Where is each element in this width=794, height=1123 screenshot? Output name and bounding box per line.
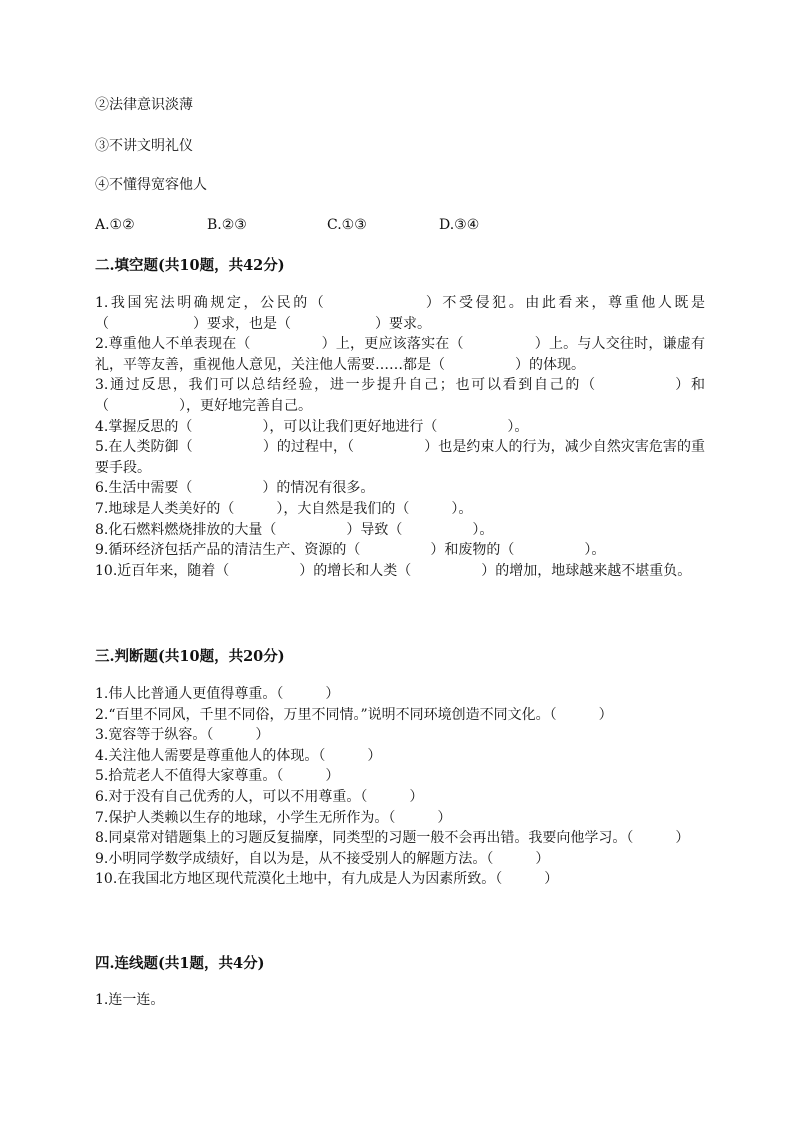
fill-question: 5.在人类防御（ ）的过程中，（ ）也是约束人的行为，减少自然灾害危害的重要手段。 — [95, 439, 705, 476]
fill-question: 8.化石燃料燃烧排放的大量（ ）导致（ ）。 — [95, 521, 494, 538]
judge-question: 9.小明同学数学成绩好，自以为是，从不接受别人的解题方法。（ ） — [95, 850, 550, 867]
fill-question: 4.掌握反思的（ ），可以让我们更好地进行（ ）。 — [95, 418, 529, 435]
fill-question: 10.近百年来，随着（ ）的增长和人类（ ）的增加，地球越来越不堪重负。 — [95, 562, 692, 579]
option-b: B.②③ — [207, 217, 247, 233]
section-3-questions — [95, 684, 705, 890]
mc-item-3: ③不讲文明礼仪 — [95, 138, 193, 154]
option-a: A.①② — [95, 217, 135, 233]
option-d: D.③④ — [439, 217, 480, 233]
section-2-title: 二.填空题(共10题，共42分) — [95, 257, 285, 274]
judge-question: 4.关注他人需要是尊重他人的体现。（ ） — [95, 747, 382, 764]
fill-question: 7.地球是人类美好的（ ），大自然是我们的（ ）。 — [95, 500, 473, 517]
judge-question: 8.同桌常对错题集上的习题反复揣摩，同类型的习题一般不会再出错。我要向他学习。（ ） — [95, 830, 690, 847]
judge-question: 10.在我国北方地区现代荒漠化土地中，有九成是人为因素所致。（ ） — [95, 871, 559, 888]
match-question: 1.连一连。 — [95, 992, 165, 1008]
section-3-title: 三.判断题(共10题，共20分) — [95, 648, 285, 665]
fill-question: 1.我国宪法明确规定，公民的（ ）不受侵犯。由此看来，尊重他人既是（ ）要求，也是（ ）要求。 — [95, 295, 705, 332]
fill-question: 9.循环经济包括产品的清洁生产、资源的（ ）和废物的（ ）。 — [95, 542, 606, 559]
judge-question: 3.宽容等于纵容。（ ） — [95, 727, 270, 744]
judge-question: 6.对于没有自己优秀的人，可以不用尊重。（ ） — [95, 788, 424, 805]
mc-item-4: ④不懂得宽容他人 — [95, 177, 207, 193]
fill-question: 6.生活中需要（ ）的情况有很多。 — [95, 480, 375, 497]
judge-question: 2.“百里不同风，千里不同俗，万里不同情。”说明不同环境创造不同文化。（ ） — [95, 706, 613, 723]
judge-question: 5.拾荒老人不值得大家尊重。（ ） — [95, 768, 340, 785]
option-c: C.①③ — [327, 217, 367, 233]
section-4-title: 四.连线题(共1题，共4分) — [95, 955, 265, 972]
mc-item-2: ②法律意识淡薄 — [95, 97, 193, 113]
fill-question: 3.通过反思，我们可以总结经验，进一步提升自己；也可以看到自己的（ ）和（ ），更好地完善自己。 — [95, 377, 705, 414]
judge-question: 7.保护人类赖以生存的地球，小学生无所作为。（ ） — [95, 809, 452, 826]
section-2-questions — [95, 293, 705, 581]
fill-question: 2.尊重他人不单表现在（ ）上，更应该落实在（ ）上。与人交往时，谦虚有礼，平等友善，重视他人意见，关注他人需要……都是（ ）的体现。 — [95, 336, 705, 373]
judge-question: 1.伟人比普通人更值得尊重。（ ） — [95, 686, 340, 702]
